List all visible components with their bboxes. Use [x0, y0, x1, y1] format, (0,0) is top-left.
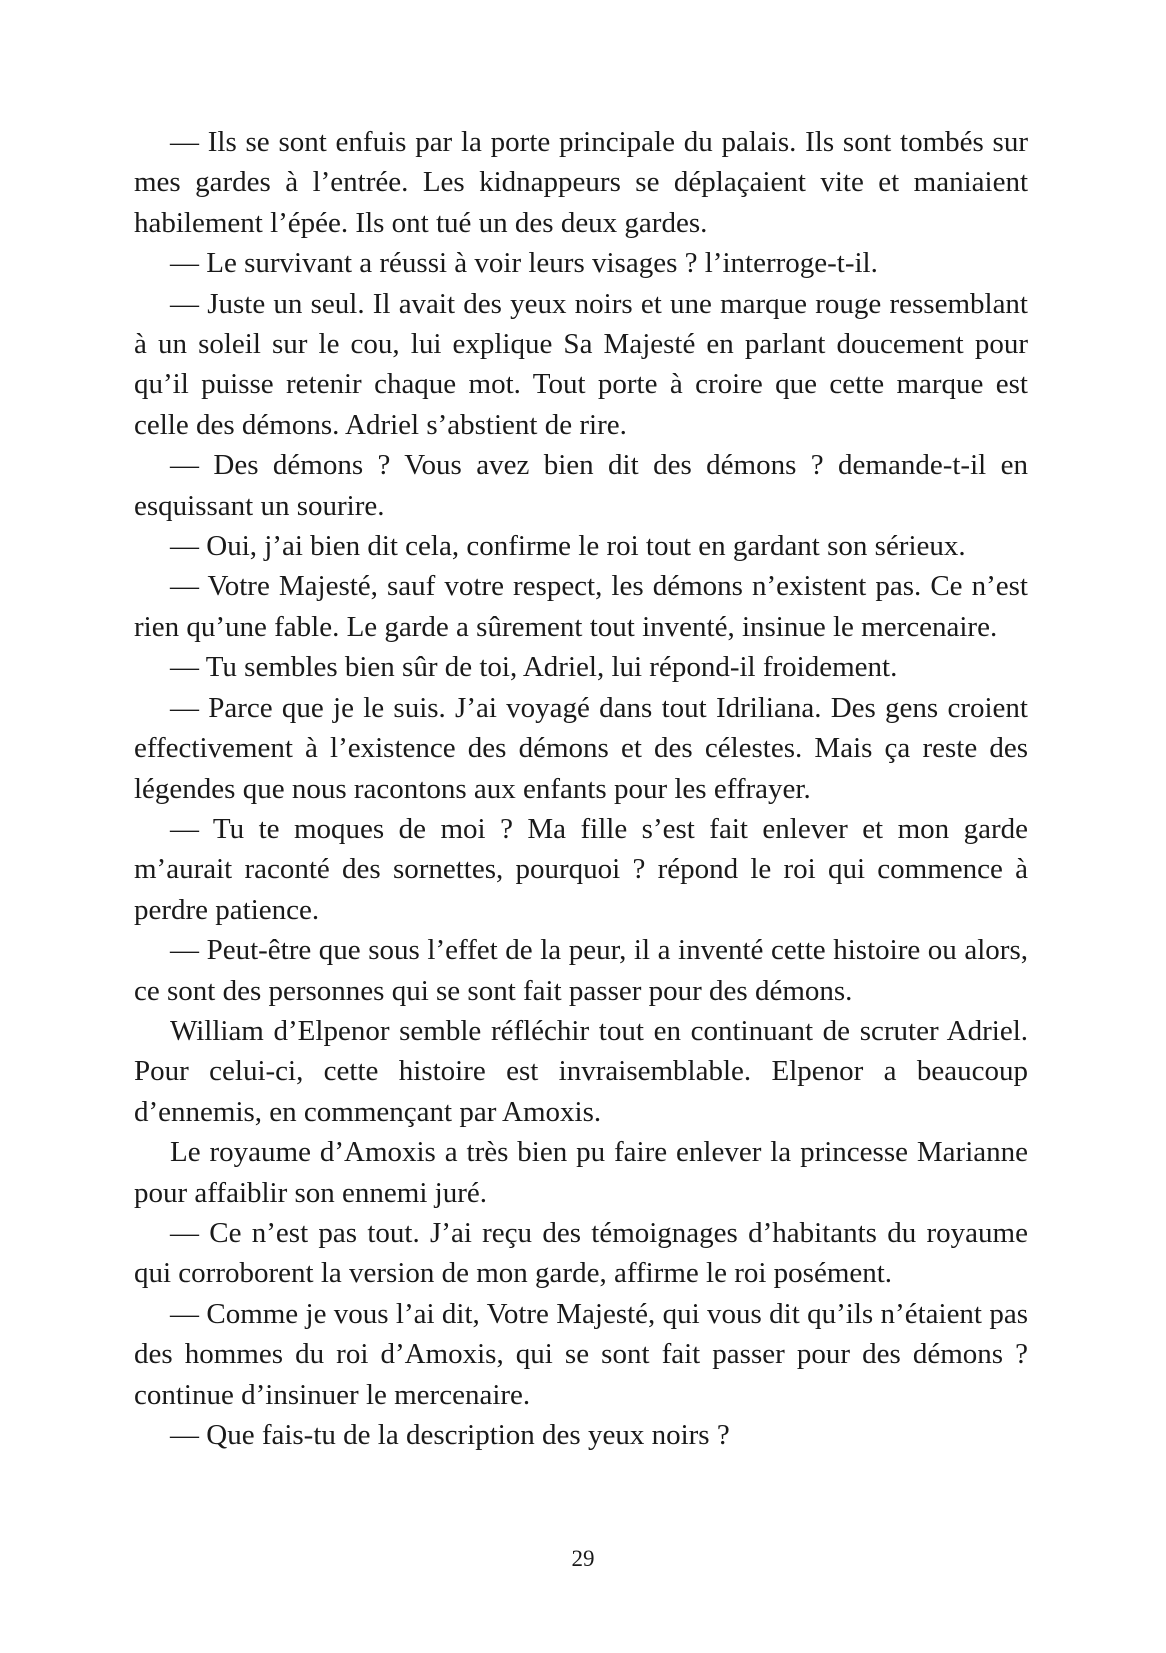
body-text	[134, 122, 1028, 1455]
paragraph: Le royaume d’Amoxis a très bien pu faire enlever la princesse Marianne pour affaiblir son ennemi juré.	[134, 1136, 1028, 1209]
paragraph: — Votre Majesté, sauf votre respect, les démons n’existent pas. Ce n’est rien qu’une fable. Le garde a sûrement tout inventé, insinue le mercenaire.	[134, 570, 1028, 643]
paragraph: — Comme je vous l’ai dit, Votre Majesté, qui vous dit qu’ils n’étaient pas des hommes du roi d’Amoxis, qui se sont fait passer pour des démons ? continue d’insinuer le mercenaire.	[134, 1297, 1028, 1411]
paragraph: — Des démons ? Vous avez bien dit des démons ? demande-t-il en esquissant un sourire.	[134, 449, 1028, 522]
paragraph: — Peut-être que sous l’effet de la peur, il a inventé cette histoire ou alors, ce sont des personnes qui se sont fait passer pour des démons.	[134, 934, 1028, 1007]
paragraph: — Tu sembles bien sûr de toi, Adriel, lui répond-il froidement.	[170, 651, 898, 684]
paragraph: — Ce n’est pas tout. J’ai reçu des témoignages d’habitants du royaume qui corroborent la version de mon garde, affirme le roi posément.	[134, 1216, 1028, 1290]
paragraph: — Que fais-tu de la description des yeux noirs ?	[170, 1419, 730, 1451]
paragraph: — Tu te moques de moi ? Ma fille s’est fait enlever et mon garde m’aurait raconté des sornettes, pourquoi ? répond le roi qui commence à perdre patience.	[134, 812, 1028, 926]
paragraph: — Oui, j’ai bien dit cela, confirme le roi tout en gardant son sérieux.	[170, 530, 966, 563]
paragraph: — Ils se sont enfuis par la porte principale du palais. Ils sont tombés sur mes gardes à l’entrée. Les kidnappeurs se déplaçaient vite et maniaient habilement l’épée. Ils ont tué un des deux gardes.	[134, 126, 1028, 239]
paragraph: — Juste un seul. Il avait des yeux noirs et une marque rouge ressemblant à un soleil sur le cou, lui explique Sa Majesté en parlant doucement pour qu’il puisse retenir chaque mot. Tout porte à croire que cette marque est celle des démons. Adriel s’abstient de rire.	[134, 287, 1028, 441]
paragraph: — Parce que je le suis. J’ai voyagé dans tout Idriliana. Des gens croient effectivement à l’existence des démons et des célestes. Mais ça reste des légendes que nous racontons aux enfants pour les effrayer.	[134, 691, 1028, 805]
paragraph: William d’Elpenor semble réfléchir tout en continuant de scruter Adriel. Pour celui-ci, cette histoire est invraisemblable. Elpenor a beaucoup d’ennemis, en commençant par Amoxis.	[134, 1014, 1028, 1128]
page-number: 29	[571, 1546, 595, 1571]
paragraph: — Le survivant a réussi à voir leurs visages ? l’interroge-t-il.	[170, 247, 878, 280]
